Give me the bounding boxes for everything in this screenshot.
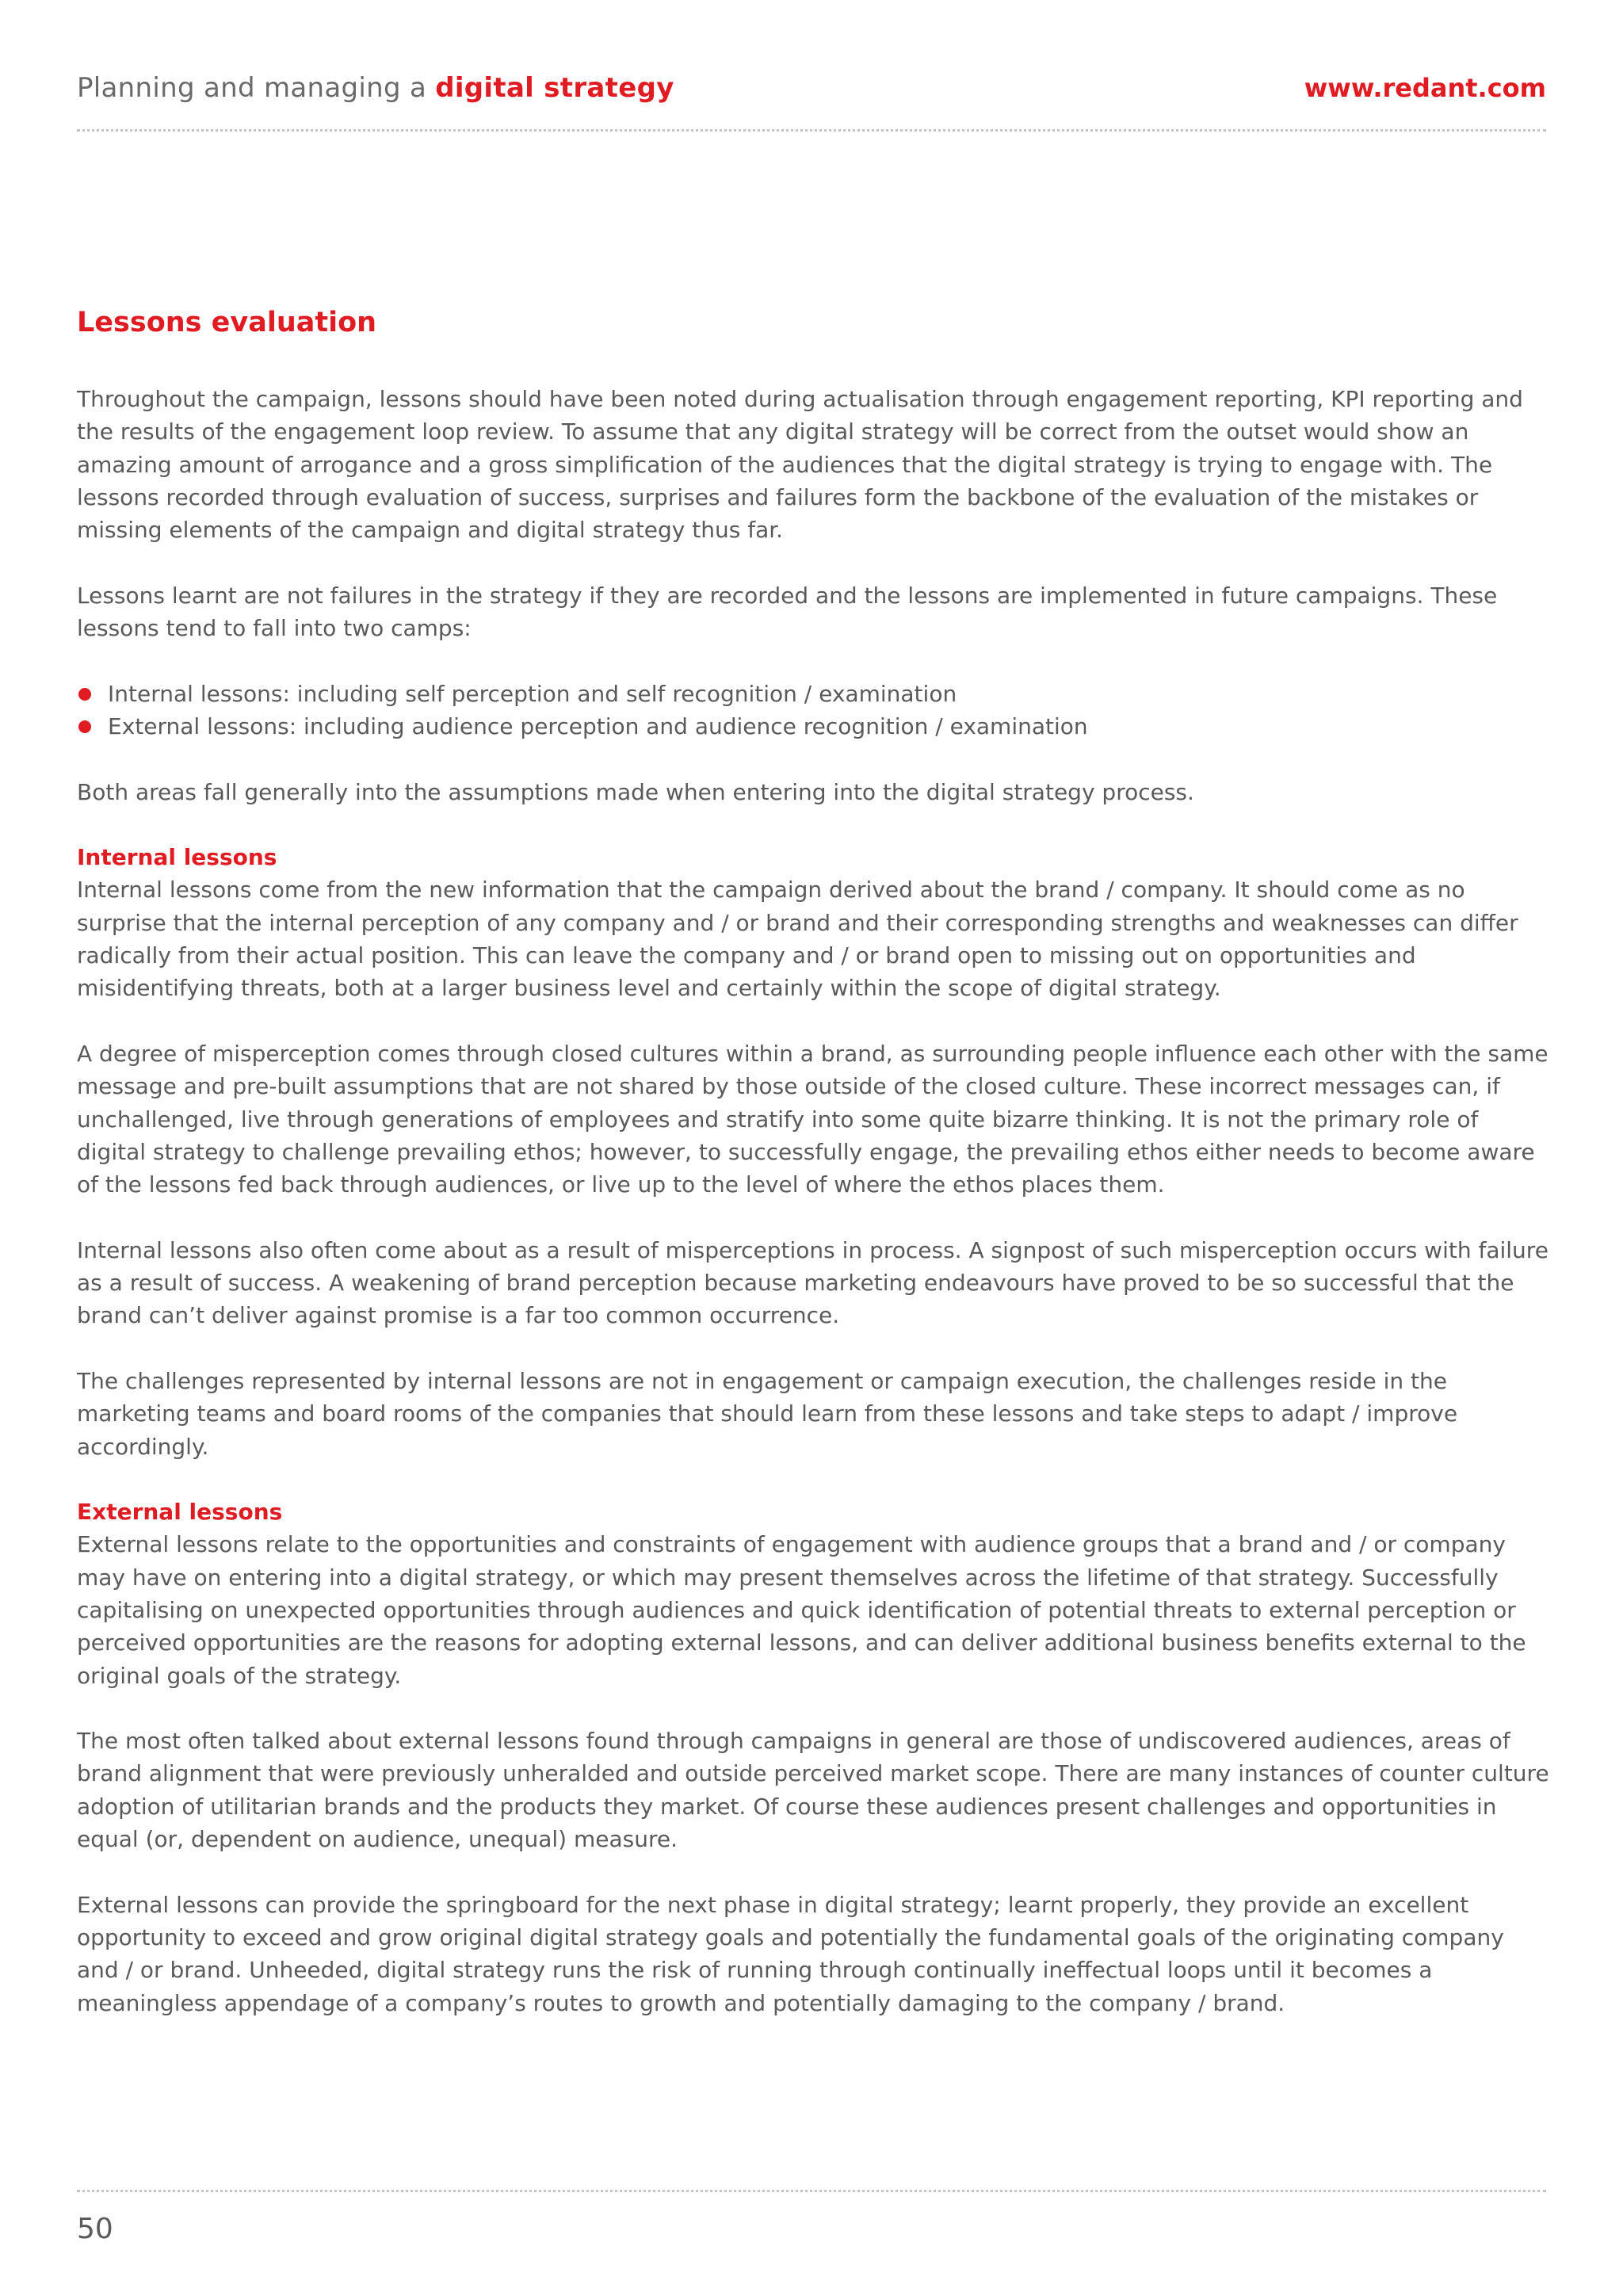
external-paragraph: The most often talked about external lessons found through campaigns in general are those of undiscovered audiences, areas of brand alignment that were previously unheralded and outside perceived market scope. There are many instances of counter culture adoption of utilitarian brands and the products they market. Of course these audiences present challenges and opportunities in equal (or, dependent on audience, unequal) measure. <box>77 1728 1549 1853</box>
external-paragraph: External lessons relate to the opportunities and constraints of engagement with audience groups that a brand and / or company may have on entering into a digital strategy, or which may present themselves across the lifetime of that strategy. Successfully capitalising on unexpected opportunities through audiences and quick identification of potential threats to external perception or perceived opportunities are the reasons for adopting external lessons, and can deliver additional business benefits external to the original goals of the strategy. <box>77 1531 1526 1689</box>
document-title-highlight: digital strategy <box>435 72 674 104</box>
header-divider <box>77 129 1546 132</box>
external-lessons-heading: External lessons <box>77 1499 283 1526</box>
external-paragraph: External lessons can provide the springboard for the next phase in digital strategy; learnt properly, they provide an excellent opportunity to exceed and grow original digital strategy goals and potentially the fundamental goals of the originating company and / or brand. Unheeded, digital strategy runs the risk of running through continually ineffectual loops until it becomes a meaningless appendage of a company’s routes to growth and potentially damaging to the company / brand. <box>77 1891 1504 2016</box>
intro-paragraph: Throughout the campaign, lessons should have been noted during actualisation through engagement reporting, KPI reporting and the results of the engagement loop review. To assume that any digital strategy will be correct from the outset would show an amazing amount of arrogance and a gross simplification of the audiences that the digital strategy is trying to engage with. The lessons recorded through evaluation of success, surprises and failures form the backbone of the evaluation of the mistakes or missing elements of the campaign and digital strategy thus far. <box>77 386 1523 544</box>
internal-paragraph: Internal lessons come from the new information that the campaign derived about the brand / company. It should come as no surprise that the internal perception of any company and / or brand and their corresponding strengths and weaknesses can differ radically from their actual position. This can leave the company and / or brand open to missing out on opportunities and misidentifying threats, both at a larger business level and certainly within the scope of digital strategy. <box>77 877 1518 1002</box>
summary-paragraph: Both areas fall generally into the assumptions made when entering into the digital strategy process. <box>77 778 1194 805</box>
footer-divider <box>77 2190 1546 2192</box>
bullet-icon <box>78 688 91 701</box>
document-title <box>77 72 674 104</box>
internal-paragraph: Internal lessons also often come about as a result of misperceptions in process. A signpost of such misperception occurs with failure as a result of success. A weakening of brand perception because marketing endeavours have proved to be so successful that the brand can’t deliver against promise is a far too common occurrence. <box>77 1236 1549 1329</box>
internal-paragraph: A degree of misperception comes through closed cultures within a brand, as surrounding people influence each other with the same message and pre-built assumptions that are not shared by those outside of the closed culture. These incorrect messages can, if unchallenged, live through generations of employees and stratify into some quite bizarre thinking. It is not the primary role of digital strategy to challenge prevailing ethos; however, to successfully engage, the prevailing ethos either needs to become aware of the lessons fed back through audiences, or live up to the level of where the ethos places them. <box>77 1040 1549 1198</box>
page-number: 50 <box>77 2213 113 2245</box>
document-title-prefix: Planning and managing a <box>77 72 436 104</box>
page-header <box>77 68 1546 108</box>
list-item-text: External lessons: including audience perception and audience recognition / examination <box>108 712 1088 739</box>
list-item <box>77 710 1551 743</box>
list-item-text: Internal lessons: including self perception and self recognition / examination <box>108 680 957 707</box>
lesson-camps-list <box>77 678 1551 743</box>
section-title: Lessons evaluation <box>77 307 377 338</box>
bullet-icon <box>78 720 91 733</box>
list-item <box>77 678 1551 710</box>
website-link[interactable]: www.redant.com <box>1304 73 1546 103</box>
internal-lessons-heading: Internal lessons <box>77 844 277 871</box>
main-content <box>77 301 1551 2052</box>
intro-paragraph: Lessons learnt are not failures in the strategy if they are recorded and the lessons are implemented in future campaigns. These lessons tend to fall into two camps: <box>77 582 1498 642</box>
internal-paragraph: The challenges represented by internal lessons are not in engagement or campaign execution, the challenges reside in the marketing teams and board rooms of the companies that should learn from these lessons and take steps to adapt / improve accordingly. <box>77 1367 1458 1460</box>
